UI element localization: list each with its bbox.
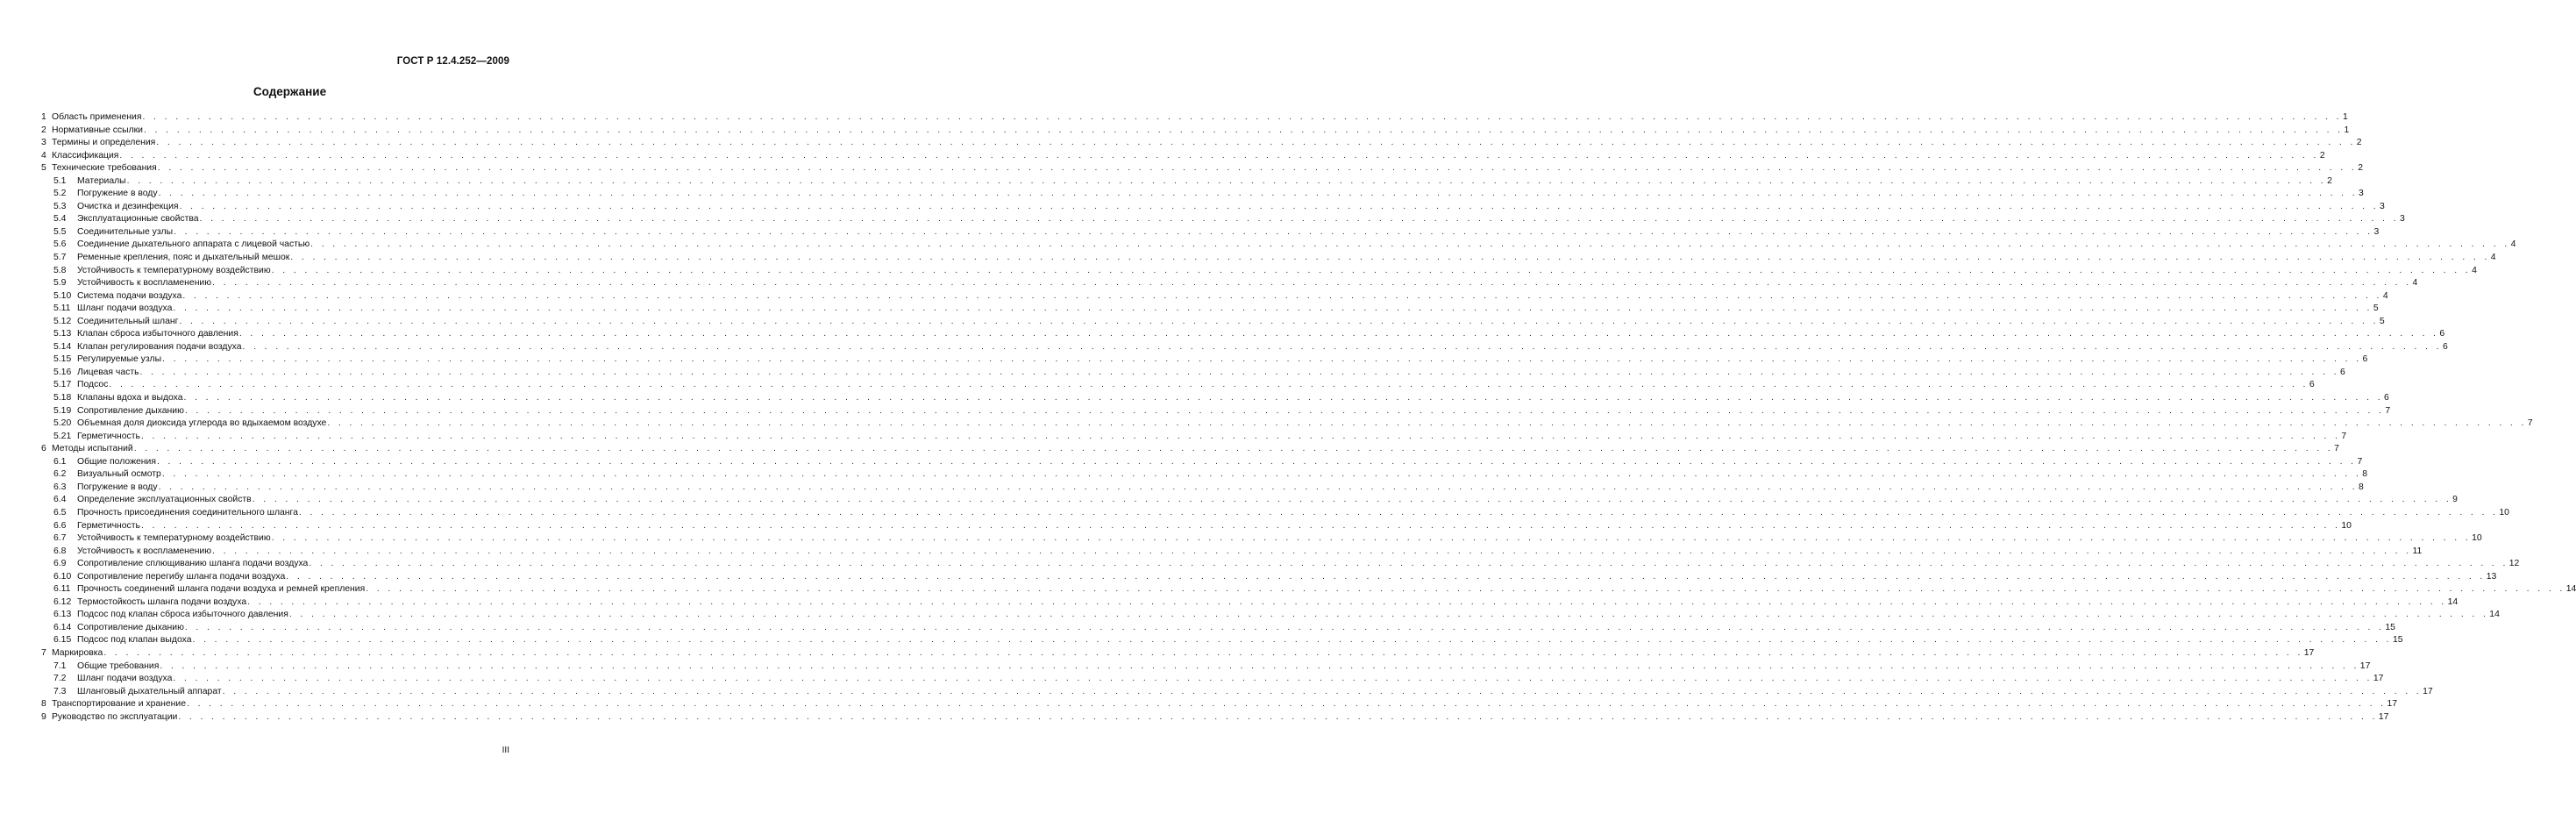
toc-entry[interactable]: [41, 252, 2496, 265]
toc-entry-number: 5.19: [53, 405, 72, 416]
toc-entry-number: 6.12: [53, 596, 72, 607]
toc-entry-number: 5.18: [53, 393, 72, 403]
toc-entry-page: 17: [2378, 711, 2389, 722]
toc-entry[interactable]: [41, 379, 2315, 392]
toc-entry-page: 3: [2380, 201, 2385, 211]
toc-entry-page: 3: [2399, 214, 2405, 225]
toc-entry-number: 5.15: [53, 354, 72, 365]
toc-entry-number: 7.1: [53, 660, 67, 671]
toc-entry[interactable]: [41, 494, 2458, 507]
toc-entry-number: 6.9: [53, 559, 67, 569]
toc-entry[interactable]: [41, 622, 2395, 635]
toc-entry-number: 5.6: [53, 239, 67, 250]
toc-entry-page: 15: [2385, 622, 2395, 632]
toc-entry-label: Соединительный шланг: [77, 316, 179, 326]
toc-entry-page: 14: [2447, 596, 2459, 607]
toc-entry[interactable]: [41, 265, 2477, 278]
toc-entry-number: 3: [41, 138, 46, 148]
dot-leader: . . . . . . . . . . . . . . . . . . . . . . . . . . . . . . . . . . . . . . . . . . . . . . . . . . . . . . . . . . . . . . . . . . . . . . . . . . . . . . . . . . . . . . . . . . . . . . . . . . . . . . . . . . . . . . . . . . . . . . . . . . . . . . . . . . . . . . . . . . . . . . . . . . . . . . . . . . . . . . . . . . . . . . . . . . . . . . . . . . . . . . . . . . . . . . . . . . . . . . . .: [173, 674, 2373, 684]
toc-entry-page: 6: [2339, 367, 2345, 377]
toc-entry-label: Термостойкость шланга подачи воздуха: [77, 596, 247, 607]
toc-entry-page: 12: [2508, 559, 2520, 569]
toc-entry-page: 10: [2472, 533, 2482, 544]
toc-entry[interactable]: [41, 596, 2459, 610]
toc-entry-page: 14: [2565, 584, 2576, 595]
toc-entry-label: Сопротивление перегибу шланга подачи воздуха: [77, 571, 286, 582]
toc-entry-page: 4: [2490, 253, 2496, 263]
toc-entry-page: 2: [2319, 150, 2325, 161]
dot-leader: . . . . . . . . . . . . . . . . . . . . . . . . . . . . . . . . . . . . . . . . . . . . . . . . . . . . . . . . . . . . . . . . . . . . . . . . . . . . . . . . . . . . . . . . . . . . . . . . . . . . . . . . . . . . . . . . . . . . . . . . . . . . . . . . . . . . . . . . . . . . . . . . . . . . . . . . . . . . . . . . . . . . . . . . . . . . . . . . . . . . . . . . . . . . . . . . . . . . . . . .: [179, 201, 2380, 211]
toc-entry-number: 1: [41, 112, 46, 122]
toc-entry-label: Устойчивость к температурному воздействию: [77, 265, 271, 275]
toc-entry-page: 17: [2359, 660, 2371, 671]
toc-entry-label: Регулируемые узлы: [77, 354, 162, 365]
toc-entry-label: Визуальный осмотр: [77, 469, 161, 480]
toc-entry-page: 8: [2362, 469, 2368, 480]
toc-entry-label: Классификация: [52, 150, 119, 161]
toc-entry-label: Ременные крепления, пояс и дыхательный мешок: [77, 253, 290, 263]
toc-entry-number: 4: [41, 150, 46, 161]
toc-entry-page: 17: [2387, 699, 2398, 710]
toc-entry-number: 6.8: [53, 546, 67, 556]
toc-entry[interactable]: [41, 609, 2500, 622]
toc-entry-number: 6.10: [53, 571, 72, 582]
dot-leader: . . . . . . . . . . . . . . . . . . . . . . . . . . . . . . . . . . . . . . . . . . . . . . . . . . . . . . . . . . . . . . . . . . . . . . . . . . . . . . . . . . . . . . . . . . . . . . . . . . . . . . . . . . . . . . . . . . . . . . . . . . . . . . . . . . . . . . . . . . . . . . . . . . . . . . . . . . . . . . . . . . . . . . . . . . . . . . . . . . . . . . . . . . . . . . . . . . . . . . . .: [156, 138, 2356, 148]
dot-leader: . . . . . . . . . . . . . . . . . . . . . . . . . . . . . . . . . . . . . . . . . . . . . . . . . . . . . . . . . . . . . . . . . . . . . . . . . . . . . . . . . . . . . . . . . . . . . . . . . . . . . . . . . . . . . . . . . . . . . . . . . . . . . . . . . . . . . . . . . . . . . . . . . . . . . . . . . . . . . . . . . . . . . . . . . . . . . . . . . . . . . . . . . . . . . . . . . . . . . . . .: [192, 635, 2392, 646]
toc-entry-number: 5.5: [53, 226, 67, 237]
toc-entry-number: 5.13: [53, 329, 72, 339]
toc-entry[interactable]: [41, 673, 2384, 686]
toc-entry-page: 7: [2527, 418, 2533, 429]
toc-entry[interactable]: [41, 660, 2371, 674]
toc-entry-label: Эксплуатационные свойства: [77, 214, 199, 225]
dot-leader: . . . . . . . . . . . . . . . . . . . . . . . . . . . . . . . . . . . . . . . . . . . . . . . . . . . . . . . . . . . . . . . . . . . . . . . . . . . . . . . . . . . . . . . . . . . . . . . . . . . . . . . . . . . . . . . . . . . . . . . . . . . . . . . . . . . . . . . . . . . . . . . . . . . . . . . . . . . . . . . . . . . . . . . . . . . . . . . . . . . . . . . . . . . . . . . . . . . . . . . .: [184, 622, 2385, 632]
toc-entry-number: 5.10: [53, 290, 72, 301]
toc-entry-page: 4: [2412, 278, 2418, 289]
dot-leader: . . . . . . . . . . . . . . . . . . . . . . . . . . . . . . . . . . . . . . . . . . . . . . . . . . . . . . . . . . . . . . . . . . . . . . . . . . . . . . . . . . . . . . . . . . . . . . . . . . . . . . . . . . . . . . . . . . . . . . . . . . . . . . . . . . . . . . . . . . . . . . . . . . . . . . . . . . . . . . . . . . . . . . . . . . . . . . . . . . . . . . . . . . . . . . . . . . . . . . . .: [182, 290, 2382, 301]
toc-entry-page: 2: [2356, 138, 2362, 148]
toc-entry[interactable]: [41, 341, 2448, 354]
dot-leader: . . . . . . . . . . . . . . . . . . . . . . . . . . . . . . . . . . . . . . . . . . . . . . . . . . . . . . . . . . . . . . . . . . . . . . . . . . . . . . . . . . . . . . . . . . . . . . . . . . . . . . . . . . . . . . . . . . . . . . . . . . . . . . . . . . . . . . . . . . . . . . . . . . . . . . . . . . . . . . . . . . . . . . . . . . . . . . . . . . . . . . . . . . . . . . . . . . . . . . . .: [156, 456, 2357, 467]
toc-entry[interactable]: [41, 239, 2516, 252]
dot-leader: . . . . . . . . . . . . . . . . . . . . . . . . . . . . . . . . . . . . . . . . . . . . . . . . . . . . . . . . . . . . . . . . . . . . . . . . . . . . . . . . . . . . . . . . . . . . . . . . . . . . . . . . . . . . . . . . . . . . . . . . . . . . . . . . . . . . . . . . . . . . . . . . . . . . . . . . . . . . . . . . . . . . . . . . . . . . . . . . . . . . . . . . . . . . . . . . . . . . . . . .: [139, 367, 2339, 377]
toc-entry[interactable]: [41, 431, 2347, 444]
toc-entry-page: 13: [2486, 571, 2497, 582]
dot-leader: . . . . . . . . . . . . . . . . . . . . . . . . . . . . . . . . . . . . . . . . . . . . . . . . . . . . . . . . . . . . . . . . . . . . . . . . . . . . . . . . . . . . . . . . . . . . . . . . . . . . . . . . . . . . . . . . . . . . . . . . . . . . . . . . . . . . . . . . . . . . . . . . . . . . . . . . . . . . . . . . . . . . . . . . . . . . . . . . . . . . . . . . . . . . . . . . . . . . . . . .: [174, 226, 2373, 237]
dot-leader: . . . . . . . . . . . . . . . . . . . . . . . . . . . . . . . . . . . . . . . . . . . . . . . . . . . . . . . . . . . . . . . . . . . . . . . . . . . . . . . . . . . . . . . . . . . . . . . . . . . . . . . . . . . . . . . . . . . . . . . . . . . . . . . . . . . . . . . . . . . . . . . . . . . . . . . . . . . . . . . . . . . . . . . . . . . . . . . . . . . . . . . . . . . . . . . . . . . . . . . .: [271, 533, 2472, 544]
dot-leader: . . . . . . . . . . . . . . . . . . . . . . . . . . . . . . . . . . . . . . . . . . . . . . . . . . . . . . . . . . . . . . . . . . . . . . . . . . . . . . . . . . . . . . . . . . . . . . . . . . . . . . . . . . . . . . . . . . . . . . . . . . . . . . . . . . . . . . . . . . . . . . . . . . . . . . . . . . . . . . . . . . . . . . . . . . . . . . . . . . . . . . . . . . . . . . . . . . . . . . . .: [187, 699, 2387, 710]
toc-entry-page: 15: [2392, 635, 2403, 646]
dot-leader: . . . . . . . . . . . . . . . . . . . . . . . . . . . . . . . . . . . . . . . . . . . . . . . . . . . . . . . . . . . . . . . . . . . . . . . . . . . . . . . . . . . . . . . . . . . . . . . . . . . . . . . . . . . . . . . . . . . . . . . . . . . . . . . . . . . . . . . . . . . . . . . . . . . . . . . . . . . . . . . . . . . . . . . . . . . . . . . . . . . . . . . . . . . . . . . . . . . . . . . .: [222, 686, 2423, 696]
toc-entry[interactable]: [41, 571, 2497, 584]
toc-entry-number: 6.15: [53, 635, 72, 646]
toc-entry[interactable]: [41, 328, 2445, 341]
toc-entry-label: Устойчивость к температурному воздействию: [77, 533, 271, 544]
toc-entry-page: 2: [2327, 175, 2332, 186]
toc-entry-page: 1: [2342, 112, 2348, 122]
toc-entry-page: 6: [2439, 329, 2445, 339]
toc-entry-number: 5.14: [53, 341, 72, 352]
toc-entry-label: Устойчивость к воспламенению: [77, 546, 212, 556]
toc-entry[interactable]: [41, 150, 2325, 163]
toc-entry-number: 6.1: [53, 456, 67, 467]
toc-entry-label: Герметичность: [77, 431, 140, 441]
toc-entry-page: 11: [2412, 546, 2423, 556]
toc-entry-number: 6.3: [53, 482, 67, 492]
dot-leader: . . . . . . . . . . . . . . . . . . . . . . . . . . . . . . . . . . . . . . . . . . . . . . . . . . . . . . . . . . . . . . . . . . . . . . . . . . . . . . . . . . . . . . . . . . . . . . . . . . . . . . . . . . . . . . . . . . . . . . . . . . . . . . . . . . . . . . . . . . . . . . . . . . . . . . . . . . . . . . . . . . . . . . . . . . . . . . . . . . . . . . . . . . . . . . . . . . . . . . . .: [212, 278, 2412, 289]
dot-leader: . . . . . . . . . . . . . . . . . . . . . . . . . . . . . . . . . . . . . . . . . . . . . . . . . . . . . . . . . . . . . . . . . . . . . . . . . . . . . . . . . . . . . . . . . . . . . . . . . . . . . . . . . . . . . . . . . . . . . . . . . . . . . . . . . . . . . . . . . . . . . . . . . . . . . . . . . . . . . . . . . . . . . . . . . . . . . . . . . . . . . . . . . . . . . . . . . . . . . . . .: [103, 647, 2303, 658]
toc-entry[interactable]: [41, 443, 2339, 456]
toc-entry-page: 4: [2382, 290, 2388, 301]
toc-entry[interactable]: [41, 686, 2433, 699]
dot-leader: . . . . . . . . . . . . . . . . . . . . . . . . . . . . . . . . . . . . . . . . . . . . . . . . . . . . . . . . . . . . . . . . . . . . . . . . . . . . . . . . . . . . . . . . . . . . . . . . . . . . . . . . . . . . . . . . . . . . . . . . . . . . . . . . . . . . . . . . . . . . . . . . . . . . . . . . . . . . . . . . . . . . . . . . . . . . . . . . . . . . . . . . . . . . . . . . . . . . . . . .: [366, 584, 2565, 595]
dot-leader: . . . . . . . . . . . . . . . . . . . . . . . . . . . . . . . . . . . . . . . . . . . . . . . . . . . . . . . . . . . . . . . . . . . . . . . . . . . . . . . . . . . . . . . . . . . . . . . . . . . . . . . . . . . . . . . . . . . . . . . . . . . . . . . . . . . . . . . . . . . . . . . . . . . . . . . . . . . . . . . . . . . . . . . . . . . . . . . . . . . . . . . . . . . . . . . . . . . . . . . .: [160, 660, 2359, 671]
toc-entry-label: Шланговый дыхательный аппарат: [77, 686, 222, 696]
dot-leader: . . . . . . . . . . . . . . . . . . . . . . . . . . . . . . . . . . . . . . . . . . . . . . . . . . . . . . . . . . . . . . . . . . . . . . . . . . . . . . . . . . . . . . . . . . . . . . . . . . . . . . . . . . . . . . . . . . . . . . . . . . . . . . . . . . . . . . . . . . . . . . . . . . . . . . . . . . . . . . . . . . . . . . . . . . . . . . . . . . . . . . . . . . . . . . . . . . . . . . . .: [271, 265, 2472, 275]
toc-entry[interactable]: [41, 711, 2389, 725]
toc-entry-label: Нормативные ссылки: [52, 125, 143, 135]
dot-leader: . . . . . . . . . . . . . . . . . . . . . . . . . . . . . . . . . . . . . . . . . . . . . . . . . . . . . . . . . . . . . . . . . . . . . . . . . . . . . . . . . . . . . . . . . . . . . . . . . . . . . . . . . . . . . . . . . . . . . . . . . . . . . . . . . . . . . . . . . . . . . . . . . . . . . . . . . . . . . . . . . . . . . . . . . . . . . . . . . . . . . . . . . . . . . . . . . . . . . . . .: [184, 405, 2385, 416]
toc-entry-label: Прочность соединений шланга подачи воздуха и ремней крепления: [77, 584, 366, 595]
toc-entry[interactable]: [41, 647, 2315, 660]
toc-entry-page: 4: [2510, 239, 2516, 250]
toc-entry-number: 5.11: [53, 303, 71, 314]
toc-entry[interactable]: [41, 507, 2509, 520]
toc-entry-page: 17: [2423, 686, 2433, 696]
toc-entry-page: 5: [2379, 316, 2385, 326]
toc-entry-number: 6.7: [53, 533, 67, 544]
toc-entry[interactable]: [41, 213, 2405, 226]
toc-entry[interactable]: [41, 698, 2398, 711]
toc-entry[interactable]: [41, 353, 2368, 367]
toc-entry[interactable]: [41, 303, 2379, 316]
toc-entry-number: 5: [41, 163, 46, 174]
toc-entry[interactable]: [41, 520, 2352, 533]
toc-entry-label: Подсос под клапан сброса избыточного давления: [77, 610, 288, 620]
toc-entry[interactable]: [41, 456, 2363, 469]
toc-entry[interactable]: [41, 418, 2533, 431]
dot-leader: . . . . . . . . . . . . . . . . . . . . . . . . . . . . . . . . . . . . . . . . . . . . . . . . . . . . . . . . . . . . . . . . . . . . . . . . . . . . . . . . . . . . . . . . . . . . . . . . . . . . . . . . . . . . . . . . . . . . . . . . . . . . . . . . . . . . . . . . . . . . . . . . . . . . . . . . . . . . . . . . . . . . . . . . . . . . . . . . . . . . . . . . . . . . . . . . . . . . . . . .: [142, 112, 2342, 122]
toc-entry-label: Подсос под клапан выдоха: [77, 635, 192, 646]
toc-entry-number: 5.21: [53, 431, 72, 441]
toc-entry-page: 6: [2383, 393, 2389, 403]
dot-leader: . . . . . . . . . . . . . . . . . . . . . . . . . . . . . . . . . . . . . . . . . . . . . . . . . . . . . . . . . . . . . . . . . . . . . . . . . . . . . . . . . . . . . . . . . . . . . . . . . . . . . . . . . . . . . . . . . . . . . . . . . . . . . . . . . . . . . . . . . . . . . . . . . . . . . . . . . . . . . . . . . . . . . . . . . . . . . . . . . . . . . . . . . . . . . . . . . . . . . . . .: [133, 444, 2334, 454]
dot-leader: . . . . . . . . . . . . . . . . . . . . . . . . . . . . . . . . . . . . . . . . . . . . . . . . . . . . . . . . . . . . . . . . . . . . . . . . . . . . . . . . . . . . . . . . . . . . . . . . . . . . . . . . . . . . . . . . . . . . . . . . . . . . . . . . . . . . . . . . . . . . . . . . . . . . . . . . . . . . . . . . . . . . . . . . . . . . . . . . . . . . . . . . . . . . . . . . . . . . . . . .: [126, 175, 2327, 186]
dot-leader: . . . . . . . . . . . . . . . . . . . . . . . . . . . . . . . . . . . . . . . . . . . . . . . . . . . . . . . . . . . . . . . . . . . . . . . . . . . . . . . . . . . . . . . . . . . . . . . . . . . . . . . . . . . . . . . . . . . . . . . . . . . . . . . . . . . . . . . . . . . . . . . . . . . . . . . . . . . . . . . . . . . . . . . . . . . . . . . . . . . . . . . . . . . . . . . . . . . . . . . .: [162, 354, 2362, 365]
toc-entry-label: Шланг подачи воздуха: [77, 674, 173, 684]
toc-entry-page: 7: [2357, 456, 2363, 467]
toc-entry-page: 10: [2499, 507, 2509, 518]
toc-entry-label: Соединительные узлы: [77, 226, 174, 237]
dot-leader: . . . . . . . . . . . . . . . . . . . . . . . . . . . . . . . . . . . . . . . . . . . . . . . . . . . . . . . . . . . . . . . . . . . . . . . . . . . . . . . . . . . . . . . . . . . . . . . . . . . . . . . . . . . . . . . . . . . . . . . . . . . . . . . . . . . . . . . . . . . . . . . . . . . . . . . . . . . . . . . . . . . . . . . . . . . . . . . . . . . . . . . . . . . . . . . . . . . . . . . .: [242, 341, 2442, 352]
toc-entry-number: 7.2: [53, 674, 67, 684]
toc-entry-number: 5.20: [53, 418, 72, 429]
page-title: Содержание: [253, 85, 327, 98]
toc-entry-page: 6: [2442, 341, 2448, 352]
toc-entry[interactable]: [41, 468, 2368, 482]
dot-leader: . . . . . . . . . . . . . . . . . . . . . . . . . . . . . . . . . . . . . . . . . . . . . . . . . . . . . . . . . . . . . . . . . . . . . . . . . . . . . . . . . . . . . . . . . . . . . . . . . . . . . . . . . . . . . . . . . . . . . . . . . . . . . . . . . . . . . . . . . . . . . . . . . . . . . . . . . . . . . . . . . . . . . . . . . . . . . . . . . . . . . . . . . . . . . . . . . . . . . . . .: [158, 482, 2359, 492]
toc-entry-label: Очистка и дезинфекция: [77, 201, 179, 211]
toc-entry-label: Транспортирование и хранение: [52, 699, 187, 710]
toc-entry-page: 7: [2341, 431, 2347, 441]
table-of-contents: [41, 111, 2576, 724]
dot-leader: . . . . . . . . . . . . . . . . . . . . . . . . . . . . . . . . . . . . . . . . . . . . . . . . . . . . . . . . . . . . . . . . . . . . . . . . . . . . . . . . . . . . . . . . . . . . . . . . . . . . . . . . . . . . . . . . . . . . . . . . . . . . . . . . . . . . . . . . . . . . . . . . . . . . . . . . . . . . . . . . . . . . . . . . . . . . . . . . . . . . . . . . . . . . . . . . . . . . . . . .: [179, 316, 2379, 326]
toc-entry-label: Руководство по эксплуатации: [52, 711, 178, 722]
toc-entry-number: 5.8: [53, 265, 67, 275]
dot-leader: . . . . . . . . . . . . . . . . . . . . . . . . . . . . . . . . . . . . . . . . . . . . . . . . . . . . . . . . . . . . . . . . . . . . . . . . . . . . . . . . . . . . . . . . . . . . . . . . . . . . . . . . . . . . . . . . . . . . . . . . . . . . . . . . . . . . . . . . . . . . . . . . . . . . . . . . . . . . . . . . . . . . . . . . . . . . . . . . . . . . . . . . . . . . . . . . . . . . . . . .: [140, 520, 2341, 531]
toc-entry-number: 5.9: [53, 278, 67, 289]
toc-entry-number: 7.3: [53, 686, 67, 696]
toc-entry-number: 5.16: [53, 367, 72, 377]
toc-entry-label: Устойчивость к воспламенению: [77, 278, 212, 289]
toc-entry-number: 5.3: [53, 201, 67, 211]
toc-entry-page: 3: [2373, 226, 2380, 237]
toc-entry-page: 10: [2341, 520, 2352, 531]
toc-entry-label: Погружение в воду: [77, 482, 158, 492]
toc-entry-number: 2: [41, 125, 46, 135]
dot-leader: . . . . . . . . . . . . . . . . . . . . . . . . . . . . . . . . . . . . . . . . . . . . . . . . . . . . . . . . . . . . . . . . . . . . . . . . . . . . . . . . . . . . . . . . . . . . . . . . . . . . . . . . . . . . . . . . . . . . . . . . . . . . . . . . . . . . . . . . . . . . . . . . . . . . . . . . . . . . . . . . . . . . . . . . . . . . . . . . . . . . . . . . . . . . . . . . . . . . . . . .: [298, 507, 2499, 518]
document-id-header: ГОСТ Р 12.4.252—2009: [396, 56, 509, 67]
toc-entry-number: 5.17: [53, 380, 72, 390]
toc-entry-page: 3: [2359, 189, 2364, 199]
toc-entry-number: 5.7: [53, 253, 67, 263]
dot-leader: . . . . . . . . . . . . . . . . . . . . . . . . . . . . . . . . . . . . . . . . . . . . . . . . . . . . . . . . . . . . . . . . . . . . . . . . . . . . . . . . . . . . . . . . . . . . . . . . . . . . . . . . . . . . . . . . . . . . . . . . . . . . . . . . . . . . . . . . . . . . . . . . . . . . . . . . . . . . . . . . . . . . . . . . . . . . . . . . . . . . . . . . . . . . . . . . . . . . . . . .: [247, 596, 2447, 607]
toc-entry-number: 8: [41, 699, 46, 710]
dot-leader: . . . . . . . . . . . . . . . . . . . . . . . . . . . . . . . . . . . . . . . . . . . . . . . . . . . . . . . . . . . . . . . . . . . . . . . . . . . . . . . . . . . . . . . . . . . . . . . . . . . . . . . . . . . . . . . . . . . . . . . . . . . . . . . . . . . . . . . . . . . . . . . . . . . . . . . . . . . . . . . . . . . . . . . . . . . . . . . . . . . . . . . . . . . . . . . . . . . . . . . .: [212, 546, 2412, 556]
page-number: III: [502, 746, 509, 755]
dot-leader: . . . . . . . . . . . . . . . . . . . . . . . . . . . . . . . . . . . . . . . . . . . . . . . . . . . . . . . . . . . . . . . . . . . . . . . . . . . . . . . . . . . . . . . . . . . . . . . . . . . . . . . . . . . . . . . . . . . . . . . . . . . . . . . . . . . . . . . . . . . . . . . . . . . . . . . . . . . . . . . . . . . . . . . . . . . . . . . . . . . . . . . . . . . . . . . . . . . . . . . .: [286, 571, 2486, 582]
dot-leader: . . . . . . . . . . . . . . . . . . . . . . . . . . . . . . . . . . . . . . . . . . . . . . . . . . . . . . . . . . . . . . . . . . . . . . . . . . . . . . . . . . . . . . . . . . . . . . . . . . . . . . . . . . . . . . . . . . . . . . . . . . . . . . . . . . . . . . . . . . . . . . . . . . . . . . . . . . . . . . . . . . . . . . . . . . . . . . . . . . . . . . . . . . . . . . . . . . . . . . . .: [310, 239, 2510, 250]
toc-entry-page: 17: [2303, 647, 2315, 658]
toc-entry-number: 7: [41, 647, 46, 658]
toc-entry[interactable]: [41, 137, 2362, 150]
toc-entry-label: Клапаны вдоха и выдоха: [77, 393, 183, 403]
toc-entry-number: 9: [41, 711, 46, 722]
toc-entry-label: Область применения: [52, 112, 142, 122]
toc-entry-page: 1: [2344, 125, 2350, 135]
toc-entry-label: Шланг подачи воздуха: [77, 303, 173, 314]
toc-entry-label: Термины и определения: [52, 138, 156, 148]
toc-entry-label: Подсос: [77, 380, 109, 390]
toc-entry[interactable]: [41, 290, 2388, 303]
dot-leader: . . . . . . . . . . . . . . . . . . . . . . . . . . . . . . . . . . . . . . . . . . . . . . . . . . . . . . . . . . . . . . . . . . . . . . . . . . . . . . . . . . . . . . . . . . . . . . . . . . . . . . . . . . . . . . . . . . . . . . . . . . . . . . . . . . . . . . . . . . . . . . . . . . . . . . . . . . . . . . . . . . . . . . . . . . . . . . . . . . . . . . . . . . . . . . . . . . . . . . . .: [199, 214, 2399, 225]
toc-entry-number: 5.12: [53, 316, 72, 326]
toc-entry-label: Система подачи воздуха: [77, 290, 182, 301]
toc-entry-label: Сопротивление дыханию: [77, 405, 184, 416]
toc-entry-number: 6.5: [53, 507, 67, 518]
dot-leader: . . . . . . . . . . . . . . . . . . . . . . . . . . . . . . . . . . . . . . . . . . . . . . . . . . . . . . . . . . . . . . . . . . . . . . . . . . . . . . . . . . . . . . . . . . . . . . . . . . . . . . . . . . . . . . . . . . . . . . . . . . . . . . . . . . . . . . . . . . . . . . . . . . . . . . . . . . . . . . . . . . . . . . . . . . . . . . . . . . . . . . . . . . . . . . . . . . . . . . . .: [119, 150, 2319, 161]
toc-entry-number: 6: [41, 444, 46, 454]
toc-entry-label: Технические требования: [52, 163, 157, 174]
toc-entry[interactable]: [41, 532, 2482, 546]
toc-entry-label: Маркировка: [52, 647, 103, 658]
toc-entry-page: 2: [2358, 163, 2363, 174]
toc-entry-page: 5: [2373, 303, 2379, 314]
toc-entry-page: 14: [2489, 610, 2500, 620]
toc-entry-number: 5.2: [53, 189, 67, 199]
toc-entry-number: 6.11: [53, 584, 71, 595]
toc-entry[interactable]: [41, 188, 2364, 201]
toc-entry-label: Клапан регулирования подачи воздуха: [77, 341, 242, 352]
toc-entry-label: Общие требования: [77, 660, 160, 671]
toc-entry-page: 17: [2373, 674, 2384, 684]
dot-leader: . . . . . . . . . . . . . . . . . . . . . . . . . . . . . . . . . . . . . . . . . . . . . . . . . . . . . . . . . . . . . . . . . . . . . . . . . . . . . . . . . . . . . . . . . . . . . . . . . . . . . . . . . . . . . . . . . . . . . . . . . . . . . . . . . . . . . . . . . . . . . . . . . . . . . . . . . . . . . . . . . . . . . . . . . . . . . . . . . . . . . . . . . . . . . . . . . . . . . . . .: [290, 253, 2490, 263]
dot-leader: . . . . . . . . . . . . . . . . . . . . . . . . . . . . . . . . . . . . . . . . . . . . . . . . . . . . . . . . . . . . . . . . . . . . . . . . . . . . . . . . . . . . . . . . . . . . . . . . . . . . . . . . . . . . . . . . . . . . . . . . . . . . . . . . . . . . . . . . . . . . . . . . . . . . . . . . . . . . . . . . . . . . . . . . . . . . . . . . . . . . . . . . . . . . . . . . . . . . . . . .: [109, 380, 2309, 390]
toc-entry[interactable]: [41, 175, 2332, 189]
toc-entry-page: 6: [2362, 354, 2368, 365]
toc-entry[interactable]: [41, 634, 2403, 647]
toc-entry-label: Объемная доля диоксида углерода во вдыхаемом воздухе: [77, 418, 327, 429]
toc-entry[interactable]: [41, 558, 2520, 571]
toc-entry[interactable]: [41, 583, 2576, 596]
toc-entry-page: 7: [2334, 444, 2339, 454]
toc-entry-label: Материалы: [77, 175, 126, 186]
toc-entry[interactable]: [41, 316, 2385, 329]
toc-entry-number: 6.4: [53, 495, 67, 505]
toc-entry[interactable]: [41, 162, 2363, 175]
toc-entry[interactable]: [41, 201, 2385, 214]
dot-leader: . . . . . . . . . . . . . . . . . . . . . . . . . . . . . . . . . . . . . . . . . . . . . . . . . . . . . . . . . . . . . . . . . . . . . . . . . . . . . . . . . . . . . . . . . . . . . . . . . . . . . . . . . . . . . . . . . . . . . . . . . . . . . . . . . . . . . . . . . . . . . . . . . . . . . . . . . . . . . . . . . . . . . . . . . . . . . . . . . . . . . . . . . . . . . . . . . . . . . . . .: [252, 495, 2452, 505]
toc-entry[interactable]: [41, 392, 2389, 405]
dot-leader: . . . . . . . . . . . . . . . . . . . . . . . . . . . . . . . . . . . . . . . . . . . . . . . . . . . . . . . . . . . . . . . . . . . . . . . . . . . . . . . . . . . . . . . . . . . . . . . . . . . . . . . . . . . . . . . . . . . . . . . . . . . . . . . . . . . . . . . . . . . . . . . . . . . . . . . . . . . . . . . . . . . . . . . . . . . . . . . . . . . . . . . . . . . . . . . . . . . . . . . .: [161, 469, 2362, 480]
toc-entry-label: Клапан сброса избыточного давления: [77, 329, 238, 339]
toc-entry-page: 7: [2385, 405, 2391, 416]
toc-entry-number: 6.2: [53, 469, 67, 480]
toc-entry-number: 5.4: [53, 214, 67, 225]
dot-leader: . . . . . . . . . . . . . . . . . . . . . . . . . . . . . . . . . . . . . . . . . . . . . . . . . . . . . . . . . . . . . . . . . . . . . . . . . . . . . . . . . . . . . . . . . . . . . . . . . . . . . . . . . . . . . . . . . . . . . . . . . . . . . . . . . . . . . . . . . . . . . . . . . . . . . . . . . . . . . . . . . . . . . . . . . . . . . . . . . . . . . . . . . . . . . . . . . . . . . . . .: [158, 189, 2359, 199]
dot-leader: . . . . . . . . . . . . . . . . . . . . . . . . . . . . . . . . . . . . . . . . . . . . . . . . . . . . . . . . . . . . . . . . . . . . . . . . . . . . . . . . . . . . . . . . . . . . . . . . . . . . . . . . . . . . . . . . . . . . . . . . . . . . . . . . . . . . . . . . . . . . . . . . . . . . . . . . . . . . . . . . . . . . . . . . . . . . . . . . . . . . . . . . . . . . . . . . . . . . . . . .: [173, 303, 2373, 314]
toc-entry-page: 6: [2309, 380, 2315, 390]
toc-entry-number: 5.1: [53, 175, 67, 186]
toc-entry-number: 6.6: [53, 520, 67, 531]
toc-entry-label: Герметичность: [77, 520, 140, 531]
dot-leader: . . . . . . . . . . . . . . . . . . . . . . . . . . . . . . . . . . . . . . . . . . . . . . . . . . . . . . . . . . . . . . . . . . . . . . . . . . . . . . . . . . . . . . . . . . . . . . . . . . . . . . . . . . . . . . . . . . . . . . . . . . . . . . . . . . . . . . . . . . . . . . . . . . . . . . . . . . . . . . . . . . . . . . . . . . . . . . . . . . . . . . . . . . . . . . . . . . . . . . . .: [309, 559, 2508, 569]
toc-entry-number: 6.13: [53, 610, 72, 620]
toc-entry[interactable]: [41, 482, 2364, 495]
dot-leader: . . . . . . . . . . . . . . . . . . . . . . . . . . . . . . . . . . . . . . . . . . . . . . . . . . . . . . . . . . . . . . . . . . . . . . . . . . . . . . . . . . . . . . . . . . . . . . . . . . . . . . . . . . . . . . . . . . . . . . . . . . . . . . . . . . . . . . . . . . . . . . . . . . . . . . . . . . . . . . . . . . . . . . . . . . . . . . . . . . . . . . . . . . . . . . . . . . . . . . . .: [288, 610, 2489, 620]
dot-leader: . . . . . . . . . . . . . . . . . . . . . . . . . . . . . . . . . . . . . . . . . . . . . . . . . . . . . . . . . . . . . . . . . . . . . . . . . . . . . . . . . . . . . . . . . . . . . . . . . . . . . . . . . . . . . . . . . . . . . . . . . . . . . . . . . . . . . . . . . . . . . . . . . . . . . . . . . . . . . . . . . . . . . . . . . . . . . . . . . . . . . . . . . . . . . . . . . . . . . . . .: [140, 431, 2341, 441]
toc-entry-page: 9: [2452, 495, 2458, 505]
toc-entry[interactable]: [41, 546, 2423, 559]
toc-entry-label: Определение эксплуатационных свойств: [77, 495, 252, 505]
toc-entry-label: Общие положения: [77, 456, 156, 467]
toc-entry-label: Прочность присоединения соединительного шланга: [77, 507, 298, 518]
dot-leader: . . . . . . . . . . . . . . . . . . . . . . . . . . . . . . . . . . . . . . . . . . . . . . . . . . . . . . . . . . . . . . . . . . . . . . . . . . . . . . . . . . . . . . . . . . . . . . . . . . . . . . . . . . . . . . . . . . . . . . . . . . . . . . . . . . . . . . . . . . . . . . . . . . . . . . . . . . . . . . . . . . . . . . . . . . . . . . . . . . . . . . . . . . . . . . . . . . . . . . . .: [178, 711, 2378, 722]
toc-entry-label: Сопротивление дыханию: [77, 622, 184, 632]
toc-entry-page: 8: [2359, 482, 2364, 492]
toc-entry-label: Погружение в воду: [77, 189, 158, 199]
dot-leader: . . . . . . . . . . . . . . . . . . . . . . . . . . . . . . . . . . . . . . . . . . . . . . . . . . . . . . . . . . . . . . . . . . . . . . . . . . . . . . . . . . . . . . . . . . . . . . . . . . . . . . . . . . . . . . . . . . . . . . . . . . . . . . . . . . . . . . . . . . . . . . . . . . . . . . . . . . . . . . . . . . . . . . . . . . . . . . . . . . . . . . . . . . . . . . . . . . . . . . . .: [157, 163, 2358, 174]
toc-entry[interactable]: [41, 226, 2380, 239]
toc-entry-label: Лицевая часть: [77, 367, 139, 377]
toc-entry[interactable]: [41, 125, 2350, 138]
toc-entry-label: Методы испытаний: [52, 444, 133, 454]
dot-leader: . . . . . . . . . . . . . . . . . . . . . . . . . . . . . . . . . . . . . . . . . . . . . . . . . . . . . . . . . . . . . . . . . . . . . . . . . . . . . . . . . . . . . . . . . . . . . . . . . . . . . . . . . . . . . . . . . . . . . . . . . . . . . . . . . . . . . . . . . . . . . . . . . . . . . . . . . . . . . . . . . . . . . . . . . . . . . . . . . . . . . . . . . . . . . . . . . . . . . . . .: [143, 125, 2344, 135]
toc-entry-label: Соединение дыхательного аппарата с лицевой частью: [77, 239, 310, 250]
toc-entry[interactable]: [41, 111, 2348, 125]
dot-leader: . . . . . . . . . . . . . . . . . . . . . . . . . . . . . . . . . . . . . . . . . . . . . . . . . . . . . . . . . . . . . . . . . . . . . . . . . . . . . . . . . . . . . . . . . . . . . . . . . . . . . . . . . . . . . . . . . . . . . . . . . . . . . . . . . . . . . . . . . . . . . . . . . . . . . . . . . . . . . . . . . . . . . . . . . . . . . . . . . . . . . . . . . . . . . . . . . . . . . . . .: [183, 393, 2383, 403]
toc-entry-page: 4: [2472, 265, 2477, 275]
toc-entry-number: 6.14: [53, 622, 72, 632]
toc-entry-label: Сопротивление сплющиванию шланга подачи воздуха: [77, 559, 309, 569]
dot-leader: . . . . . . . . . . . . . . . . . . . . . . . . . . . . . . . . . . . . . . . . . . . . . . . . . . . . . . . . . . . . . . . . . . . . . . . . . . . . . . . . . . . . . . . . . . . . . . . . . . . . . . . . . . . . . . . . . . . . . . . . . . . . . . . . . . . . . . . . . . . . . . . . . . . . . . . . . . . . . . . . . . . . . . . . . . . . . . . . . . . . . . . . . . . . . . . . . . . . . . . .: [327, 418, 2527, 429]
toc-entry[interactable]: [41, 277, 2418, 290]
toc-entry[interactable]: [41, 405, 2391, 418]
toc-entry[interactable]: [41, 367, 2345, 380]
dot-leader: . . . . . . . . . . . . . . . . . . . . . . . . . . . . . . . . . . . . . . . . . . . . . . . . . . . . . . . . . . . . . . . . . . . . . . . . . . . . . . . . . . . . . . . . . . . . . . . . . . . . . . . . . . . . . . . . . . . . . . . . . . . . . . . . . . . . . . . . . . . . . . . . . . . . . . . . . . . . . . . . . . . . . . . . . . . . . . . . . . . . . . . . . . . . . . . . . . . . . . . .: [238, 329, 2439, 339]
